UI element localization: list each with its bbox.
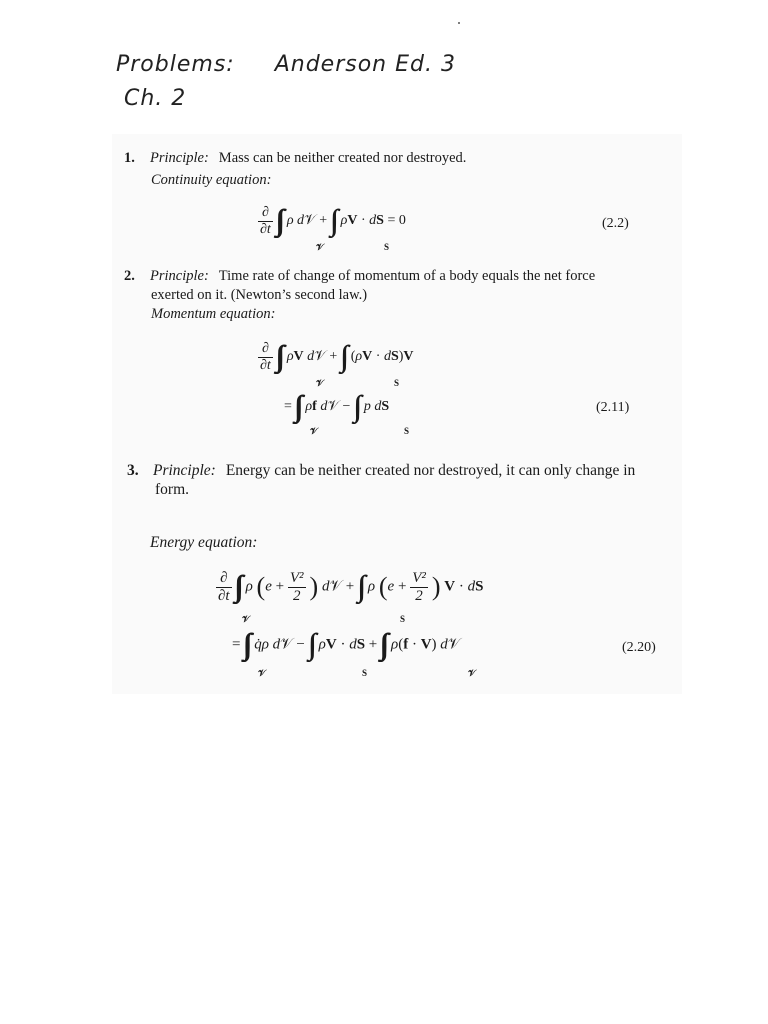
energy-equation-rhs: = q̇ρ d𝒱 − ρV · dS + ρ(f · V) d𝒱 𝒱 S 𝒱: [232, 636, 476, 678]
principle-label: Principle:: [150, 150, 209, 166]
principle-label: Principle:: [153, 462, 216, 479]
equation-number: (2.11): [596, 400, 630, 415]
speck: [458, 22, 460, 24]
item-1-principle: [124, 150, 466, 167]
item-2-principle: [124, 268, 595, 285]
continuity-equation: $\frac{\partial}{\partial t}$ ρ d𝒱 + ρV · dS = 0 𝒱 S: [260, 205, 406, 252]
principle-label: Principle:: [150, 268, 209, 284]
principle-text-line2: form.: [155, 481, 190, 498]
energy-equation-lhs: $\frac{\partial}{\partial t}$ ρ (e + $\frac{\text{V²}}{2}$ ) d𝒱 + ρ (e + $\frac{\text{V²}}{2}$ ) V · dS 𝒱 S: [218, 570, 484, 624]
item-3-principle: [127, 462, 635, 480]
principle-text-line2: exerted on it. (Newton’s second law.): [151, 287, 368, 303]
item-number: 2.: [124, 268, 135, 284]
item-number: 1.: [124, 150, 135, 166]
handwritten-chapter: Ch. 2: [124, 86, 187, 111]
equation-number: (2.2): [602, 216, 629, 231]
handwritten-title: [116, 52, 456, 77]
momentum-equation-rhs: = ρf d𝒱 − p dS 𝒱 S: [284, 399, 410, 436]
principle-text-line1: Time rate of change of momentum of a body equals the net force: [218, 268, 596, 284]
principle-text: Mass can be neither created nor destroyed.: [218, 150, 467, 166]
equation-name: Momentum equation:: [151, 306, 276, 322]
momentum-equation-lhs: $\frac{\partial}{\partial t}$ ρV d𝒱 + (ρV · dS)V 𝒱 S: [260, 341, 414, 388]
handwritten-source: Anderson Ed. 3: [274, 52, 456, 77]
equation-name: Continuity equation:: [151, 172, 272, 188]
handwritten-problems: Problems:: [116, 52, 235, 77]
equation-name: Energy equation:: [150, 534, 258, 551]
equation-number: (2.20): [622, 640, 656, 655]
item-number: 3.: [127, 462, 139, 479]
principle-text-line1: Energy can be neither created nor destroyed, it can only change in: [225, 462, 636, 479]
